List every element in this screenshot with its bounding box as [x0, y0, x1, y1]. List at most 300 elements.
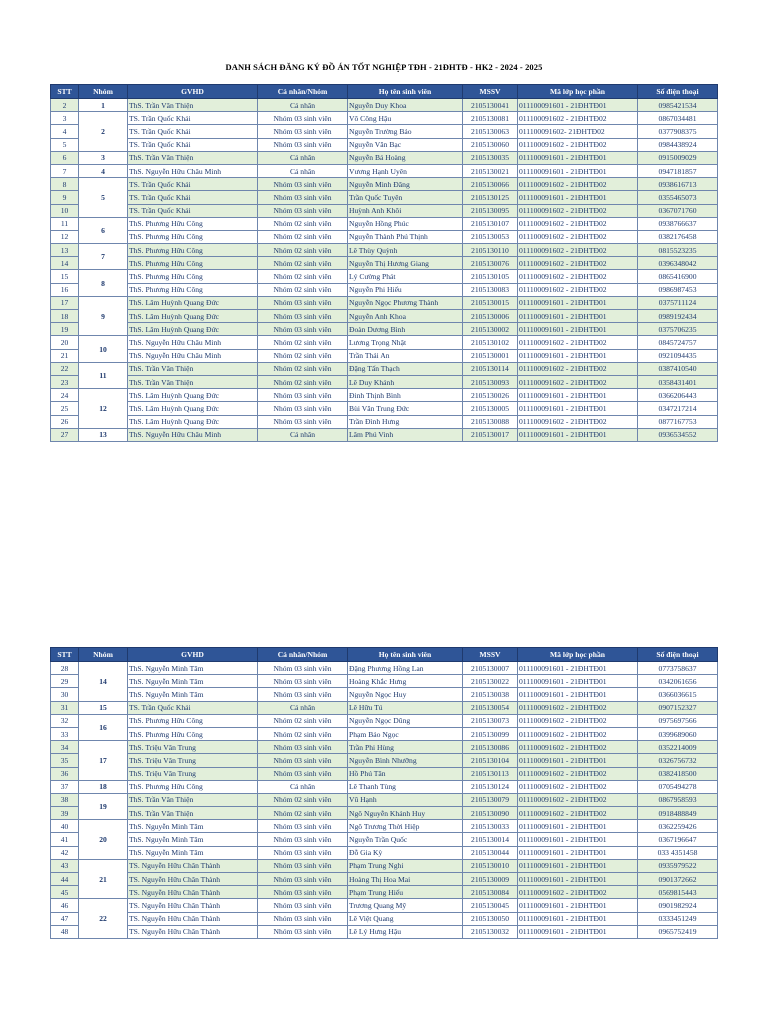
cell-gvhd: ThS. Lâm Huỳnh Quang Đức [128, 296, 258, 309]
cell-malop: 011100091602- 21ĐHTĐ02 [518, 125, 638, 138]
table-row [51, 727, 718, 740]
cell-malop: 011100091602 - 21ĐHTĐ02 [518, 793, 638, 806]
cell-sdt: 0984438924 [638, 138, 718, 151]
cell-sdt: 0387410540 [638, 362, 718, 375]
cell-malop: 011100091601 - 21ĐHTĐ01 [518, 859, 638, 872]
cell-sdt: 0867958593 [638, 793, 718, 806]
cell-stt: 2 [51, 99, 79, 112]
cell-canhan: Nhóm 03 sinh viên [258, 112, 348, 125]
cell-canhan: Nhóm 02 sinh viên [258, 244, 348, 257]
cell-malop: 011100091601 - 21ĐHTĐ01 [518, 688, 638, 701]
cell-mssv: 2105130060 [463, 138, 518, 151]
table-body [51, 662, 718, 939]
cell-canhan: Nhóm 02 sinh viên [258, 230, 348, 243]
table-row [51, 886, 718, 899]
cell-gvhd: ThS. Phương Hữu Công [128, 270, 258, 283]
cell-gvhd: TS. Trần Quốc Khải [128, 204, 258, 217]
cell-nhom: 6 [79, 217, 128, 243]
cell-hoten: Trần Đình Hưng [348, 415, 463, 428]
table-row [51, 164, 718, 177]
cell-sdt: 0396348042 [638, 257, 718, 270]
cell-mssv: 2105130086 [463, 741, 518, 754]
cell-canhan: Nhóm 03 sinh viên [258, 886, 348, 899]
cell-hoten: Nguyễn Ngọc Phương Thành [348, 296, 463, 309]
cell-stt: 44 [51, 873, 79, 886]
cell-gvhd: ThS. Trần Văn Thiện [128, 151, 258, 164]
cell-canhan: Nhóm 03 sinh viên [258, 833, 348, 846]
cell-canhan: Nhóm 03 sinh viên [258, 138, 348, 151]
cell-sdt: 0938616713 [638, 178, 718, 191]
cell-hoten: Nguyễn Ngọc Huy [348, 688, 463, 701]
cell-malop: 011100091601 - 21ĐHTĐ01 [518, 99, 638, 112]
cell-canhan: Nhóm 03 sinh viên [258, 899, 348, 912]
cell-stt: 7 [51, 164, 79, 177]
cell-malop: 011100091602 - 21ĐHTĐ02 [518, 362, 638, 375]
table-row [51, 820, 718, 833]
cell-hoten: Hoàng Khắc Hưng [348, 675, 463, 688]
cell-stt: 12 [51, 230, 79, 243]
table-row [51, 244, 718, 257]
document-title: DANH SÁCH ĐĂNG KÝ ĐỒ ÁN TỐT NGHIỆP TĐH - 21ĐHTĐ - HK2 - 2024 - 2025 [225, 62, 543, 72]
cell-hoten: Võ Công Hậu [348, 112, 463, 125]
cell-stt: 42 [51, 846, 79, 859]
header-canhan: Cá nhân/Nhóm [258, 648, 348, 662]
table-row [51, 362, 718, 375]
cell-sdt: 0947181857 [638, 164, 718, 177]
cell-gvhd: TS. Trần Quốc Khải [128, 112, 258, 125]
cell-mssv: 2105130114 [463, 362, 518, 375]
cell-stt: 30 [51, 688, 79, 701]
cell-canhan: Nhóm 03 sinh viên [258, 675, 348, 688]
cell-nhom: 9 [79, 296, 128, 336]
cell-canhan: Nhóm 02 sinh viên [258, 217, 348, 230]
cell-malop: 011100091602 - 21ĐHTĐ02 [518, 767, 638, 780]
cell-malop: 011100091602 - 21ĐHTĐ02 [518, 257, 638, 270]
table-row [51, 257, 718, 270]
cell-nhom: 16 [79, 714, 128, 740]
cell-hoten: Lý Cường Phát [348, 270, 463, 283]
cell-stt: 33 [51, 727, 79, 740]
cell-nhom: 1 [79, 99, 128, 112]
cell-canhan: Nhóm 02 sinh viên [258, 283, 348, 296]
cell-sdt: 0901982924 [638, 899, 718, 912]
cell-stt: 16 [51, 283, 79, 296]
cell-stt: 22 [51, 362, 79, 375]
table-row [51, 754, 718, 767]
cell-gvhd: ThS. Phương Hữu Công [128, 244, 258, 257]
cell-hoten: Đỗ Gia Kỳ [348, 846, 463, 859]
table-header-row [51, 85, 718, 99]
header-hoten: Họ tên sinh viên [348, 85, 463, 99]
cell-hoten: Trương Quang Mỹ [348, 899, 463, 912]
cell-sdt: 0989192434 [638, 310, 718, 323]
cell-gvhd: ThS. Triệu Văn Trung [128, 767, 258, 780]
cell-hoten: Lê Thùy Quỳnh [348, 244, 463, 257]
cell-stt: 34 [51, 741, 79, 754]
cell-mssv: 2105130113 [463, 767, 518, 780]
cell-sdt: 0399689060 [638, 727, 718, 740]
header-stt: STT [51, 85, 79, 99]
cell-mssv: 2105130033 [463, 820, 518, 833]
cell-gvhd: ThS. Nguyễn Minh Tâm [128, 675, 258, 688]
cell-hoten: Nguyễn Trần Quốc [348, 833, 463, 846]
cell-mssv: 2105130088 [463, 415, 518, 428]
cell-gvhd: ThS. Lâm Huỳnh Quang Đức [128, 402, 258, 415]
cell-stt: 23 [51, 375, 79, 388]
cell-malop: 011100091602 - 21ĐHTĐ02 [518, 807, 638, 820]
cell-hoten: Vũ Hạnh [348, 793, 463, 806]
cell-gvhd: TS. Nguyễn Hữu Chân Thành [128, 912, 258, 925]
cell-malop: 011100091602 - 21ĐHTĐ02 [518, 415, 638, 428]
cell-hoten: Trần Quốc Tuyên [348, 191, 463, 204]
cell-stt: 31 [51, 701, 79, 714]
cell-hoten: Phạm Trung Hiếu [348, 886, 463, 899]
cell-nhom: 20 [79, 820, 128, 860]
cell-canhan: Nhóm 02 sinh viên [258, 807, 348, 820]
cell-canhan: Cá nhân [258, 780, 348, 793]
table-row [51, 675, 718, 688]
table-row [51, 428, 718, 441]
cell-sdt: 0362259426 [638, 820, 718, 833]
table-row [51, 99, 718, 112]
cell-canhan: Nhóm 03 sinh viên [258, 415, 348, 428]
cell-stt: 35 [51, 754, 79, 767]
cell-gvhd: ThS. Nguyễn Hữu Châu Minh [128, 428, 258, 441]
table-row [51, 415, 718, 428]
cell-sdt: 0352214009 [638, 741, 718, 754]
cell-gvhd: ThS. Phương Hữu Công [128, 780, 258, 793]
cell-hoten: Nguyễn Thị Hương Giang [348, 257, 463, 270]
cell-stt: 47 [51, 912, 79, 925]
cell-stt: 9 [51, 191, 79, 204]
cell-gvhd: ThS. Phương Hữu Công [128, 727, 258, 740]
cell-canhan: Nhóm 02 sinh viên [258, 336, 348, 349]
cell-sdt: 0773758637 [638, 662, 718, 675]
cell-hoten: Đặng Phương Hồng Lan [348, 662, 463, 675]
cell-hoten: Lâm Phú Vinh [348, 428, 463, 441]
cell-mssv: 2105130079 [463, 793, 518, 806]
cell-canhan: Cá nhân [258, 701, 348, 714]
cell-hoten: Nguyễn Minh Đăng [348, 178, 463, 191]
cell-nhom: 3 [79, 151, 128, 164]
cell-nhom: 7 [79, 244, 128, 270]
cell-mssv: 2105130014 [463, 833, 518, 846]
table-row [51, 375, 718, 388]
cell-malop: 011100091601 - 21ĐHTĐ01 [518, 833, 638, 846]
cell-nhom: 19 [79, 793, 128, 819]
cell-canhan: Nhóm 03 sinh viên [258, 296, 348, 309]
cell-mssv: 2105130021 [463, 164, 518, 177]
cell-malop: 011100091601 - 21ĐHTĐ01 [518, 349, 638, 362]
registration-table-1 [50, 84, 718, 442]
cell-gvhd: ThS. Lâm Huỳnh Quang Đức [128, 310, 258, 323]
cell-gvhd: ThS. Trần Văn Thiện [128, 793, 258, 806]
cell-gvhd: ThS. Trần Văn Thiện [128, 99, 258, 112]
cell-canhan: Nhóm 03 sinh viên [258, 873, 348, 886]
cell-stt: 3 [51, 112, 79, 125]
cell-malop: 011100091602 - 21ĐHTĐ02 [518, 138, 638, 151]
cell-mssv: 2105130022 [463, 675, 518, 688]
cell-stt: 27 [51, 428, 79, 441]
cell-mssv: 2105130090 [463, 807, 518, 820]
cell-mssv: 2105130002 [463, 323, 518, 336]
cell-stt: 45 [51, 886, 79, 899]
cell-malop: 011100091602 - 21ĐHTĐ02 [518, 714, 638, 727]
cell-stt: 32 [51, 714, 79, 727]
cell-hoten: Ngô Trương Thời Hiệp [348, 820, 463, 833]
cell-gvhd: ThS. Triệu Văn Trung [128, 741, 258, 754]
cell-malop: 011100091601 - 21ĐHTĐ01 [518, 296, 638, 309]
table-row [51, 151, 718, 164]
cell-hoten: Phạm Bảo Ngọc [348, 727, 463, 740]
cell-hoten: Trần Phi Hùng [348, 741, 463, 754]
cell-mssv: 2105130038 [463, 688, 518, 701]
cell-hoten: Đặng Tấn Thạch [348, 362, 463, 375]
cell-gvhd: ThS. Triệu Văn Trung [128, 754, 258, 767]
cell-nhom: 22 [79, 899, 128, 939]
cell-mssv: 2105130110 [463, 244, 518, 257]
cell-mssv: 2105130009 [463, 873, 518, 886]
cell-canhan: Nhóm 03 sinh viên [258, 323, 348, 336]
cell-malop: 011100091601 - 21ĐHTĐ01 [518, 873, 638, 886]
cell-stt: 43 [51, 859, 79, 872]
cell-sdt: 033 4351458 [638, 846, 718, 859]
cell-canhan: Nhóm 03 sinh viên [258, 820, 348, 833]
cell-stt: 15 [51, 270, 79, 283]
table-row [51, 310, 718, 323]
cell-nhom: 18 [79, 780, 128, 793]
cell-nhom: 10 [79, 336, 128, 362]
table-row [51, 688, 718, 701]
table-row [51, 230, 718, 243]
cell-gvhd: ThS. Nguyễn Hữu Châu Minh [128, 164, 258, 177]
cell-gvhd: TS. Trần Quốc Khải [128, 191, 258, 204]
cell-canhan: Nhóm 03 sinh viên [258, 688, 348, 701]
cell-stt: 36 [51, 767, 79, 780]
table-row [51, 714, 718, 727]
header-mssv: MSSV [463, 85, 518, 99]
cell-stt: 6 [51, 151, 79, 164]
table-row [51, 138, 718, 151]
cell-gvhd: ThS. Lâm Huỳnh Quang Đức [128, 323, 258, 336]
cell-canhan: Nhóm 02 sinh viên [258, 375, 348, 388]
cell-mssv: 2105130035 [463, 151, 518, 164]
cell-gvhd: ThS. Nguyễn Minh Tâm [128, 833, 258, 846]
cell-sdt: 0815523235 [638, 244, 718, 257]
cell-gvhd: ThS. Phương Hữu Công [128, 714, 258, 727]
cell-hoten: Lương Trọng Nhật [348, 336, 463, 349]
table-row [51, 701, 718, 714]
cell-gvhd: ThS. Nguyễn Hữu Châu Minh [128, 349, 258, 362]
cell-canhan: Nhóm 02 sinh viên [258, 362, 348, 375]
cell-nhom: 4 [79, 164, 128, 177]
cell-gvhd: ThS. Lâm Huỳnh Quang Đức [128, 415, 258, 428]
cell-stt: 25 [51, 402, 79, 415]
cell-gvhd: ThS. Nguyễn Minh Tâm [128, 662, 258, 675]
table-row [51, 925, 718, 938]
cell-mssv: 2105130073 [463, 714, 518, 727]
cell-mssv: 2105130045 [463, 899, 518, 912]
cell-gvhd: ThS. Phương Hữu Công [128, 230, 258, 243]
cell-hoten: Huỳnh Anh Khôi [348, 204, 463, 217]
cell-sdt: 0375706235 [638, 323, 718, 336]
cell-hoten: Vương Hạnh Uyên [348, 164, 463, 177]
cell-stt: 38 [51, 793, 79, 806]
cell-stt: 10 [51, 204, 79, 217]
cell-hoten: Bùi Văn Trung Đức [348, 402, 463, 415]
cell-mssv: 2105130001 [463, 349, 518, 362]
header-nhom: Nhóm [79, 648, 128, 662]
cell-canhan: Nhóm 03 sinh viên [258, 767, 348, 780]
cell-stt: 8 [51, 178, 79, 191]
cell-stt: 48 [51, 925, 79, 938]
cell-malop: 011100091601 - 21ĐHTĐ01 [518, 820, 638, 833]
cell-mssv: 2105130005 [463, 402, 518, 415]
table-row [51, 859, 718, 872]
cell-sdt: 0358431401 [638, 375, 718, 388]
cell-malop: 011100091602 - 21ĐHTĐ02 [518, 244, 638, 257]
cell-malop: 011100091602 - 21ĐHTĐ02 [518, 701, 638, 714]
cell-sdt: 0375711124 [638, 296, 718, 309]
cell-nhom: 11 [79, 362, 128, 388]
cell-gvhd: ThS. Nguyễn Minh Tâm [128, 820, 258, 833]
cell-canhan: Nhóm 03 sinh viên [258, 178, 348, 191]
table-row [51, 283, 718, 296]
header-hoten: Họ tên sinh viên [348, 648, 463, 662]
cell-mssv: 2105130083 [463, 283, 518, 296]
cell-stt: 4 [51, 125, 79, 138]
cell-hoten: Nguyễn Bình Nhưỡng [348, 754, 463, 767]
cell-stt: 17 [51, 296, 79, 309]
cell-canhan: Nhóm 03 sinh viên [258, 662, 348, 675]
cell-sdt: 0865416900 [638, 270, 718, 283]
cell-hoten: Hoàng Thị Hoa Mai [348, 873, 463, 886]
cell-sdt: 0915009029 [638, 151, 718, 164]
table-row [51, 912, 718, 925]
cell-canhan: Nhóm 02 sinh viên [258, 714, 348, 727]
cell-malop: 011100091601 - 21ĐHTĐ01 [518, 428, 638, 441]
cell-malop: 011100091602 - 21ĐHTĐ02 [518, 375, 638, 388]
table-row [51, 389, 718, 402]
cell-canhan: Nhóm 03 sinh viên [258, 389, 348, 402]
cell-canhan: Nhóm 02 sinh viên [258, 793, 348, 806]
cell-hoten: Trần Thái An [348, 349, 463, 362]
cell-mssv: 2105130081 [463, 112, 518, 125]
cell-sdt: 0366036615 [638, 688, 718, 701]
cell-sdt: 0985421534 [638, 99, 718, 112]
cell-gvhd: TS. Trần Quốc Khải [128, 138, 258, 151]
table-row [51, 323, 718, 336]
cell-hoten: Nguyễn Duy Khoa [348, 99, 463, 112]
cell-malop: 011100091602 - 21ĐHTĐ02 [518, 283, 638, 296]
header-mssv: MSSV [463, 648, 518, 662]
cell-sdt: 0921094435 [638, 349, 718, 362]
cell-canhan: Nhóm 03 sinh viên [258, 912, 348, 925]
cell-gvhd: ThS. Lâm Huỳnh Quang Đức [128, 389, 258, 402]
table-row [51, 780, 718, 793]
cell-gvhd: ThS. Trần Văn Thiện [128, 375, 258, 388]
cell-malop: 011100091602 - 21ĐHTĐ02 [518, 230, 638, 243]
cell-nhom: 8 [79, 270, 128, 296]
cell-mssv: 2105130032 [463, 925, 518, 938]
table-body [51, 99, 718, 442]
cell-gvhd: ThS. Trần Văn Thiện [128, 362, 258, 375]
cell-hoten: Hồ Phú Tân [348, 767, 463, 780]
cell-gvhd: TS. Trần Quốc Khải [128, 178, 258, 191]
cell-hoten: Nguyễn Ngọc Dũng [348, 714, 463, 727]
cell-nhom: 14 [79, 662, 128, 702]
cell-hoten: Nguyễn Văn Bạc [348, 138, 463, 151]
cell-mssv: 2105130007 [463, 662, 518, 675]
table-row [51, 191, 718, 204]
cell-sdt: 0907152327 [638, 701, 718, 714]
cell-mssv: 2105130107 [463, 217, 518, 230]
cell-malop: 011100091601 - 21ĐHTĐ01 [518, 310, 638, 323]
cell-canhan: Nhóm 02 sinh viên [258, 257, 348, 270]
cell-hoten: Đinh Thịnh Bình [348, 389, 463, 402]
cell-malop: 011100091601 - 21ĐHTĐ01 [518, 754, 638, 767]
cell-hoten: Ngô Nguyễn Khánh Huy [348, 807, 463, 820]
cell-sdt: 0342061656 [638, 675, 718, 688]
cell-mssv: 2105130105 [463, 270, 518, 283]
cell-nhom: 5 [79, 178, 128, 218]
header-canhan: Cá nhân/Nhóm [258, 85, 348, 99]
header-nhom: Nhóm [79, 85, 128, 99]
cell-malop: 011100091602 - 21ĐHTĐ02 [518, 780, 638, 793]
cell-stt: 24 [51, 389, 79, 402]
cell-sdt: 0986987453 [638, 283, 718, 296]
cell-canhan: Nhóm 03 sinh viên [258, 191, 348, 204]
cell-stt: 14 [51, 257, 79, 270]
cell-sdt: 0382176458 [638, 230, 718, 243]
table-row [51, 204, 718, 217]
cell-gvhd: TS. Trần Quốc Khải [128, 701, 258, 714]
cell-nhom: 12 [79, 389, 128, 429]
cell-sdt: 0367196647 [638, 833, 718, 846]
cell-mssv: 2105130041 [463, 99, 518, 112]
cell-malop: 011100091602 - 21ĐHTĐ02 [518, 336, 638, 349]
cell-gvhd: ThS. Phương Hữu Công [128, 283, 258, 296]
cell-canhan: Nhóm 03 sinh viên [258, 754, 348, 767]
cell-hoten: Nguyễn Bá Hoàng [348, 151, 463, 164]
cell-hoten: Lê Hữu Tú [348, 701, 463, 714]
cell-mssv: 2105130053 [463, 230, 518, 243]
cell-stt: 39 [51, 807, 79, 820]
table-row [51, 112, 718, 125]
cell-canhan: Cá nhân [258, 151, 348, 164]
cell-mssv: 2105130044 [463, 846, 518, 859]
cell-stt: 18 [51, 310, 79, 323]
cell-gvhd: TS. Nguyễn Hữu Chân Thành [128, 873, 258, 886]
cell-nhom: 13 [79, 428, 128, 441]
table-row [51, 296, 718, 309]
cell-nhom: 21 [79, 859, 128, 899]
cell-canhan: Nhóm 03 sinh viên [258, 925, 348, 938]
cell-sdt: 0355465073 [638, 191, 718, 204]
table-header-row [51, 648, 718, 662]
cell-stt: 29 [51, 675, 79, 688]
cell-malop: 011100091601 - 21ĐHTĐ01 [518, 164, 638, 177]
table-row [51, 767, 718, 780]
cell-sdt: 0901372662 [638, 873, 718, 886]
cell-malop: 011100091602 - 21ĐHTĐ02 [518, 886, 638, 899]
header-gvhd: GVHD [128, 85, 258, 99]
cell-stt: 20 [51, 336, 79, 349]
cell-hoten: Nguyễn Trường Bảo [348, 125, 463, 138]
cell-malop: 011100091602 - 21ĐHTĐ02 [518, 270, 638, 283]
table-row [51, 349, 718, 362]
cell-sdt: 0877167753 [638, 415, 718, 428]
